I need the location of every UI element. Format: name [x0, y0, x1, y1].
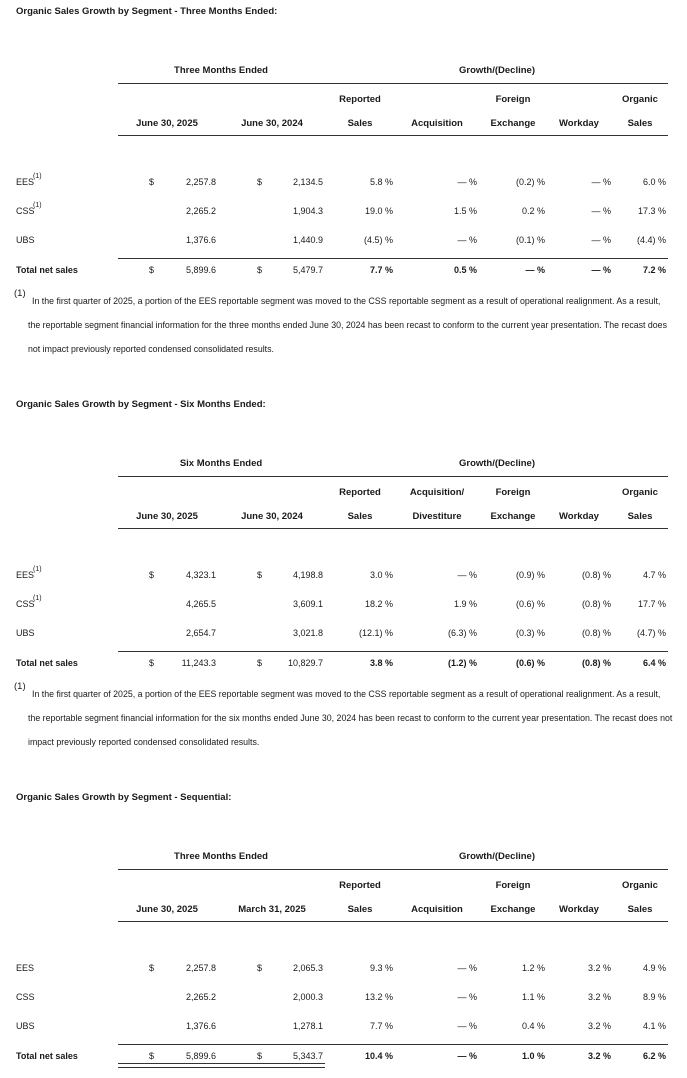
growth-value: — %	[457, 570, 477, 580]
growth-value: 1.1 %	[521, 992, 545, 1002]
column-header-bottom: Workday	[559, 118, 599, 129]
column-header-bottom: Exchange	[490, 904, 536, 915]
growth-value: 4.9 %	[642, 963, 666, 973]
growth-value: — %	[457, 177, 477, 187]
amount-prior: 3,021.8	[292, 628, 323, 638]
period-header-rule	[118, 83, 325, 84]
row-label: EES	[16, 570, 35, 580]
column-header-top: Acquisition/	[409, 487, 465, 498]
amount-prior: 1,904.3	[292, 206, 323, 216]
growth-value: (4.4) %	[636, 235, 666, 245]
growth-header: Growth/(Decline)	[458, 65, 535, 76]
amount-prior: 1,278.1	[292, 1021, 323, 1031]
column-header-bottom: Sales	[347, 511, 373, 522]
total-rule	[118, 258, 325, 259]
footnote-ref: (1)	[33, 202, 42, 209]
amount-current: 2,265.2	[185, 206, 216, 216]
growth-value: 17.3 %	[637, 206, 666, 216]
growth-value: 3.2 %	[587, 963, 611, 973]
footnote-ref-wrap	[33, 173, 42, 184]
growth-value: (6.3) %	[447, 628, 477, 638]
amount-current: 2,257.8	[185, 177, 216, 187]
growth-value: 19.0 %	[364, 206, 393, 216]
amount-prior: 3,609.1	[292, 599, 323, 609]
growth-value: (0.8) %	[581, 628, 611, 638]
row-label: EES	[16, 177, 35, 187]
footnote-text: In the first quarter of 2025, a portion of the EES reportable segment was moved to the CSS reportable segment as a result of operational realignment. As a result, the reportable segment financial information for the three months ended June 30, 2024 has been recast to conform to the current year presentation. The recast does not impact previously reported condensed consolidated results.	[28, 296, 667, 354]
amount-current: 1,376.6	[185, 1021, 216, 1031]
column-header-top: Reported	[339, 880, 381, 891]
growth-value: 3.0 %	[369, 570, 393, 580]
footnote-ref: (1)	[33, 595, 42, 602]
currency-symbol: $	[149, 177, 155, 187]
column-header-bottom: Divestiture	[412, 511, 462, 522]
column-header-top: Organic	[622, 487, 658, 498]
amount-prior: 2,000.3	[292, 992, 323, 1002]
growth-value: 0.5 %	[453, 265, 477, 275]
currency-symbol: $	[257, 658, 263, 668]
section-title: Organic Sales Growth by Segment - Sequential:	[16, 792, 232, 803]
growth-value: 13.2 %	[364, 992, 393, 1002]
amount-prior: 5,343.7	[292, 1051, 323, 1061]
growth-value: — %	[525, 265, 545, 275]
column-header-bottom: Sales	[627, 904, 653, 915]
growth-value: — %	[457, 992, 477, 1002]
growth-value: 7.7 %	[369, 1021, 393, 1031]
growth-value: — %	[591, 265, 611, 275]
column-header-top: Organic	[622, 94, 658, 105]
growth-value: 3.2 %	[587, 1021, 611, 1031]
growth-value: — %	[591, 177, 611, 187]
column-header-date: June 30, 2024	[241, 118, 303, 129]
column-header-date: June 30, 2025	[136, 118, 198, 129]
growth-value: (12.1) %	[358, 628, 393, 638]
growth-value: 3.8 %	[369, 658, 393, 668]
amount-prior: 4,198.8	[292, 570, 323, 580]
column-header-top: Reported	[339, 487, 381, 498]
amount-prior: 5,479.7	[292, 265, 323, 275]
growth-header: Growth/(Decline)	[458, 851, 535, 862]
period-header: Three Months Ended	[174, 851, 268, 862]
amount-prior: 2,065.3	[292, 963, 323, 973]
growth-value: (0.6) %	[515, 599, 545, 609]
column-header-bottom: Sales	[627, 511, 653, 522]
growth-value: (0.2) %	[515, 177, 545, 187]
growth-value: 1.0 %	[521, 1051, 545, 1061]
column-header-date: June 30, 2025	[136, 511, 198, 522]
total-rule-growth	[325, 651, 668, 652]
row-label: CSS	[16, 599, 35, 609]
growth-value: 6.0 %	[642, 177, 666, 187]
growth-value: (0.8) %	[581, 570, 611, 580]
growth-value: 17.7 %	[637, 599, 666, 609]
growth-value: 1.2 %	[521, 963, 545, 973]
growth-header-rule	[325, 869, 668, 870]
growth-value: — %	[457, 963, 477, 973]
column-header-date: March 31, 2025	[238, 904, 306, 915]
growth-value: 4.1 %	[642, 1021, 666, 1031]
amount-prior: 10,829.7	[287, 658, 323, 668]
growth-value: (1.2) %	[447, 658, 477, 668]
currency-symbol: $	[149, 570, 155, 580]
growth-value: (0.6) %	[515, 658, 545, 668]
footnote-marker: (1)	[14, 288, 26, 299]
footnote-ref-wrap	[33, 202, 42, 213]
amount-current: 2,257.8	[185, 963, 216, 973]
growth-value: 0.4 %	[521, 1021, 545, 1031]
row-label: Total net sales	[16, 265, 78, 275]
column-header-top: Reported	[339, 94, 381, 105]
currency-symbol: $	[257, 265, 263, 275]
amount-current: 2,654.7	[185, 628, 216, 638]
growth-value: — %	[457, 1051, 477, 1061]
footnote-ref: (1)	[33, 566, 42, 573]
column-header-bottom: Sales	[627, 118, 653, 129]
growth-value: — %	[591, 235, 611, 245]
column-header-bottom: Workday	[559, 511, 599, 522]
growth-header-rule	[325, 83, 668, 84]
footnote-ref-wrap	[33, 595, 42, 606]
column-header-bottom: Workday	[559, 904, 599, 915]
currency-symbol: $	[149, 658, 155, 668]
period-header: Six Months Ended	[179, 458, 263, 469]
column-header-bottom: Exchange	[490, 511, 536, 522]
growth-value: (4.5) %	[363, 235, 393, 245]
section-title: Organic Sales Growth by Segment - Three Months Ended:	[16, 6, 278, 17]
growth-value: 6.2 %	[642, 1051, 666, 1061]
footnote-ref-wrap	[33, 566, 42, 577]
period-header-rule	[118, 869, 325, 870]
growth-value: (0.9) %	[515, 570, 545, 580]
currency-symbol: $	[257, 963, 263, 973]
amount-prior: 2,134.5	[292, 177, 323, 187]
footnote-marker: (1)	[14, 681, 26, 692]
column-header-date: June 30, 2024	[241, 511, 303, 522]
amount-prior: 1,440.9	[292, 235, 323, 245]
row-label: Total net sales	[16, 658, 78, 668]
column-header-top: Foreign	[495, 94, 531, 105]
growth-header: Growth/(Decline)	[458, 458, 535, 469]
total-double-rule	[118, 1063, 325, 1068]
period-header: Three Months Ended	[174, 65, 268, 76]
total-rule-growth	[325, 258, 668, 259]
column-header-top: Foreign	[495, 880, 531, 891]
currency-symbol: $	[149, 963, 155, 973]
currency-symbol: $	[257, 1051, 263, 1061]
column-header-bottom: Sales	[347, 904, 373, 915]
growth-value: 18.2 %	[364, 599, 393, 609]
row-label: CSS	[16, 206, 35, 216]
growth-value: 7.2 %	[642, 265, 666, 275]
column-header-top: Organic	[622, 880, 658, 891]
currency-symbol: $	[149, 1051, 155, 1061]
footnote-text: In the first quarter of 2025, a portion of the EES reportable segment was moved to the CSS reportable segment as a result of operational realignment. As a result, the reportable segment financial information for the six months ended June 30, 2024 has been recast to conform to the current year presentation. The recast does not impact previously reported condensed consolidated results.	[28, 689, 673, 747]
total-rule-growth	[325, 1044, 668, 1045]
growth-value: 3.2 %	[587, 992, 611, 1002]
growth-value: 1.5 %	[453, 206, 477, 216]
row-label: EES	[16, 963, 35, 973]
growth-value: 10.4 %	[364, 1051, 393, 1061]
growth-header-rule	[325, 476, 668, 477]
column-header-rule	[118, 528, 668, 529]
amount-current: 5,899.6	[185, 1051, 216, 1061]
growth-value: 0.2 %	[521, 206, 545, 216]
currency-symbol: $	[257, 570, 263, 580]
growth-value: (0.3) %	[515, 628, 545, 638]
column-header-top: Foreign	[495, 487, 531, 498]
amount-current: 4,265.5	[185, 599, 216, 609]
growth-value: 9.3 %	[369, 963, 393, 973]
growth-value: 6.4 %	[642, 658, 666, 668]
growth-value: 5.8 %	[369, 177, 393, 187]
row-label: CSS	[16, 992, 35, 1002]
growth-value: (4.7) %	[636, 628, 666, 638]
currency-symbol: $	[257, 177, 263, 187]
growth-value: 7.7 %	[369, 265, 393, 275]
column-header-date: June 30, 2025	[136, 904, 198, 915]
row-label: UBS	[16, 628, 35, 638]
growth-value: — %	[457, 235, 477, 245]
column-header-bottom: Acquisition	[411, 118, 463, 129]
amount-current: 4,323.1	[185, 570, 216, 580]
footnote-ref: (1)	[33, 173, 42, 180]
column-header-bottom: Acquisition	[411, 904, 463, 915]
growth-value: — %	[457, 1021, 477, 1031]
growth-value: (0.1) %	[515, 235, 545, 245]
total-rule	[118, 651, 325, 652]
growth-value: 1.9 %	[453, 599, 477, 609]
amount-current: 1,376.6	[185, 235, 216, 245]
currency-symbol: $	[149, 265, 155, 275]
growth-value: — %	[591, 206, 611, 216]
section-title: Organic Sales Growth by Segment - Six Months Ended:	[16, 399, 266, 410]
growth-value: 8.9 %	[642, 992, 666, 1002]
column-header-rule	[118, 135, 668, 136]
period-header-rule	[118, 476, 325, 477]
row-label: Total net sales	[16, 1051, 78, 1061]
column-header-rule	[118, 921, 668, 922]
total-rule	[118, 1044, 325, 1045]
growth-value: (0.8) %	[581, 658, 611, 668]
amount-current: 11,243.3	[181, 658, 216, 668]
amount-current: 2,265.2	[185, 992, 216, 1002]
growth-value: 4.7 %	[642, 570, 666, 580]
growth-value: 3.2 %	[587, 1051, 611, 1061]
row-label: UBS	[16, 235, 35, 245]
column-header-bottom: Exchange	[490, 118, 536, 129]
growth-value: (0.8) %	[581, 599, 611, 609]
amount-current: 5,899.6	[185, 265, 216, 275]
row-label: UBS	[16, 1021, 35, 1031]
column-header-bottom: Sales	[347, 118, 373, 129]
